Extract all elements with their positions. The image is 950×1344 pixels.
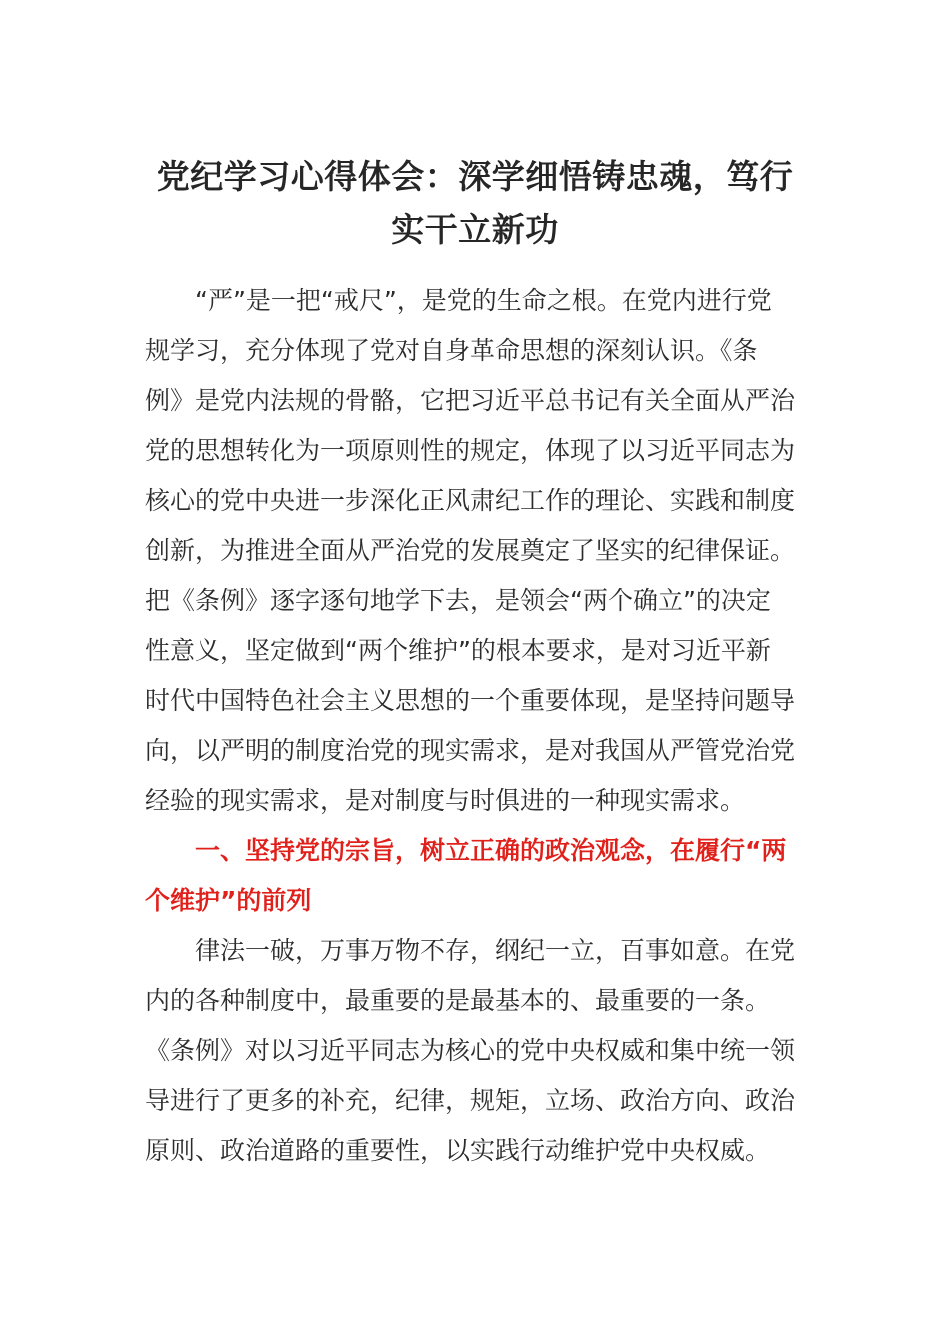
document-title bbox=[120, 150, 830, 256]
paragraph-line: 核心的党中央进一步深化正风肃纪工作的理论、实践和制度 bbox=[145, 486, 796, 515]
paragraph-line: 党的思想转化为一项原则性的规定，体现了以习近平同志为 bbox=[145, 436, 796, 465]
heading-line: 一、坚持党的宗旨，树立正确的政治观念，在履行“两 bbox=[195, 836, 787, 865]
paragraph-line: 时代中国特色社会主义思想的一个重要体现，是坚持问题导 bbox=[145, 686, 796, 715]
title-line: 实干立新功 bbox=[391, 210, 559, 249]
section-heading-1 bbox=[145, 826, 805, 926]
paragraph-line: 经验的现实需求，是对制度与时俱进的一种现实需求。 bbox=[145, 786, 746, 815]
paragraph-line: 把《条例》逐字逐句地学下去，是领会“两个确立”的决定 bbox=[145, 586, 771, 615]
paragraph-line: 原则、政治道路的重要性，以实践行动维护党中央权威。 bbox=[145, 1136, 771, 1165]
paragraph-line: 规学习，充分体现了党对自身革命思想的深刻认识。《条 bbox=[145, 336, 758, 365]
heading-line: 个维护”的前列 bbox=[145, 886, 312, 915]
paragraph-line: 例》是党内法规的骨骼，它把习近平总书记有关全面从严治 bbox=[145, 386, 796, 415]
paragraph-line: “严”是一把“戒尺”，是党的生命之根。在党内进行党 bbox=[195, 286, 772, 315]
paragraph-line: 性意义，坚定做到“两个维护”的根本要求，是对习近平新 bbox=[145, 636, 771, 665]
paragraph-line: 《条例》对以习近平同志为核心的党中央权威和集中统一领 bbox=[145, 1036, 796, 1065]
document-body bbox=[145, 276, 805, 1176]
paragraph-1 bbox=[145, 276, 805, 826]
paragraph-line: 导进行了更多的补充，纪律，规矩，立场、政治方向、政治 bbox=[145, 1086, 796, 1115]
paragraph-2 bbox=[145, 926, 805, 1176]
paragraph-line: 内的各种制度中，最重要的是最基本的、最重要的一条。 bbox=[145, 986, 771, 1015]
paragraph-line: 律法一破，万事万物不存，纲纪一立，百事如意。在党 bbox=[195, 936, 796, 965]
title-line: 党纪学习心得体会：深学细悟铸忠魂，笃行 bbox=[156, 157, 794, 196]
paragraph-line: 创新，为推进全面从严治党的发展奠定了坚实的纪律保证。 bbox=[145, 536, 796, 565]
paragraph-line: 向，以严明的制度治党的现实需求，是对我国从严管党治党 bbox=[145, 736, 796, 765]
